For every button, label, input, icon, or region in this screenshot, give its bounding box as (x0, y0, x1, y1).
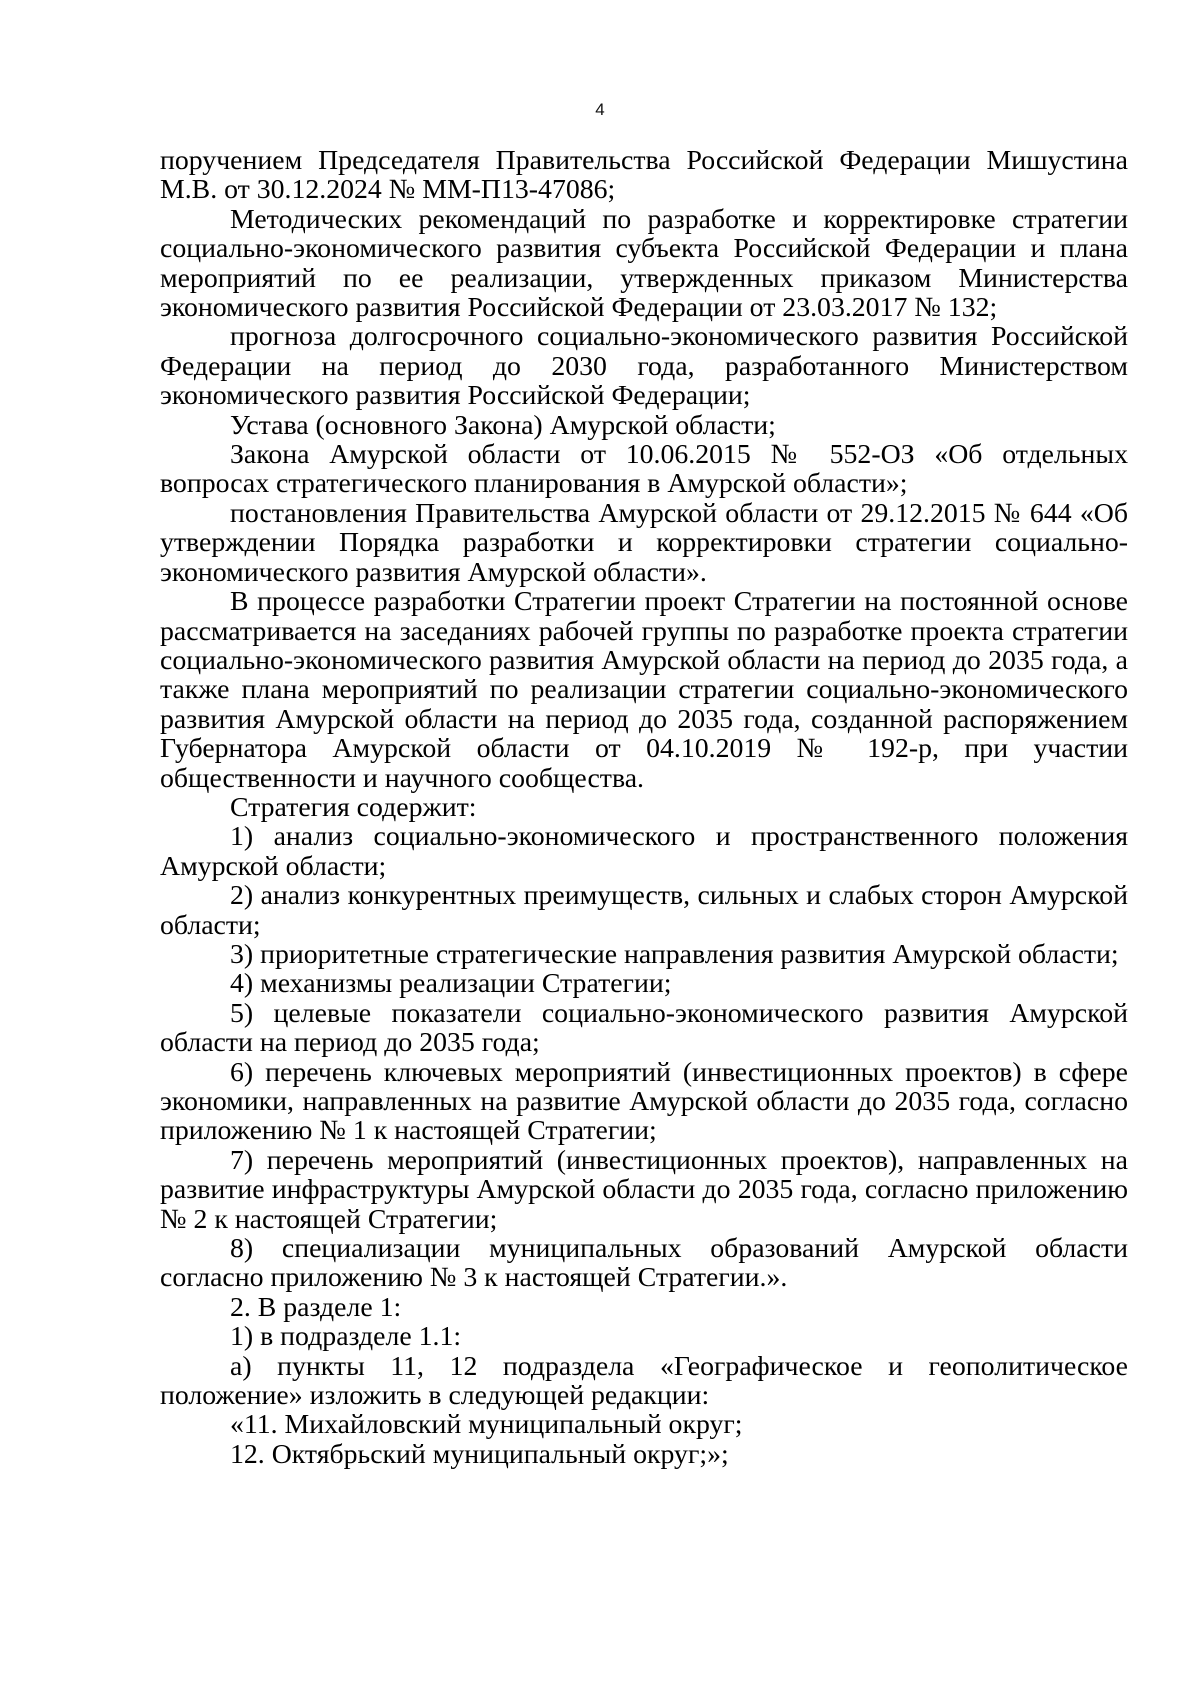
paragraph-long-term-forecast: прогноза долгосрочного социально-экономического развития Российской Федерации на период до 2030 года, разработанного Министерством экономического развития Российской Федерации; (160, 321, 1128, 412)
paragraph-district-11: «11. Михайловский муниципальный округ; (230, 1409, 743, 1441)
paragraph-section-2: 2. В разделе 1: (230, 1291, 402, 1323)
paragraph-working-group: В процессе разработки Стратегии проект Стратегии на постоянной основе рассматривается на заседаниях рабочей группы по разработке проекта стратегии социально-экономического развития Амурской области на период до 2035 года, а также плана мероприятий по реализации стратегии социально-экономического развития Амурской области на период до 2035 года, созданной распоряжением Губернатора Амурской области от 04.10.2019 № 192-р, при участии общественности и научного сообщества. (160, 586, 1128, 794)
paragraph-item-a: а) пункты 11, 12 подраздела «Географическое и геополитическое положение» изложить в следующей редакции: (160, 1350, 1128, 1412)
paragraph-regional-law: Закона Амурской области от 10.06.2015 № 552-ОЗ «Об отдельных вопросах стратегического планирования в Амурской области»; (160, 439, 1128, 500)
paragraph-methodical-recommendations: Методических рекомендаций по разработке и корректировке стратегии социально-экономического развития субъекта Российской Федерации и плана мероприятий по ее реализации, утвержденных приказом Министерства экономического развития Российской Федерации от 23.03.2017 № 132; (160, 203, 1128, 324)
list-item-6: 6) перечень ключевых мероприятий (инвестиционных проектов) в сфере экономики, направленных на развитие Амурской области до 2035 года, согласно приложению № 1 к настоящей Стратегии; (160, 1056, 1128, 1147)
list-item-5: 5) целевые показатели социально-экономического развития Амурской области на период до 2035 года; (160, 997, 1128, 1059)
paragraph-instruction-mishustin: поручением Председателя Правительства Российской Федерации Мишустина М.В. от 30.12.2024 № ММ-П13-47086; (160, 145, 1128, 206)
paragraph-subsection-1-1: 1) в подразделе 1.1: (230, 1321, 462, 1353)
list-item-1: 1) анализ социально-экономического и пространственного положения Амурской области; (160, 821, 1128, 882)
page-number: 4 (595, 100, 605, 119)
list-item-7: 7) перечень мероприятий (инвестиционных проектов), направленных на развитие инфраструктуры Амурской области до 2035 года, согласно приложению № 2 к настоящей Стратегии; (160, 1144, 1128, 1235)
list-item-2: 2) анализ конкурентных преимуществ, сильных и слабых сторон Амурской области; (160, 880, 1128, 941)
list-item-3: 3) приоритетные стратегические направления развития Амурской области; (230, 938, 1119, 970)
list-item-4: 4) механизмы реализации Стратегии; (230, 968, 672, 1000)
paragraph-government-resolution: постановления Правительства Амурской области от 29.12.2015 № 644 «Об утверждении Порядка разработки и корректировки стратегии социально-экономического развития Амурской области». (160, 497, 1128, 588)
paragraph-district-12: 12. Октябрьский муниципальный округ;»; (230, 1438, 729, 1470)
list-item-8: 8) специализации муниципальных образований Амурской области согласно приложению № 3 к настоящей Стратегии.». (160, 1233, 1128, 1294)
paragraph-strategy-contains: Стратегия содержит: (230, 791, 477, 823)
document-body (160, 146, 1128, 1469)
paragraph-charter: Устава (основного Закона) Амурской области; (230, 409, 776, 441)
